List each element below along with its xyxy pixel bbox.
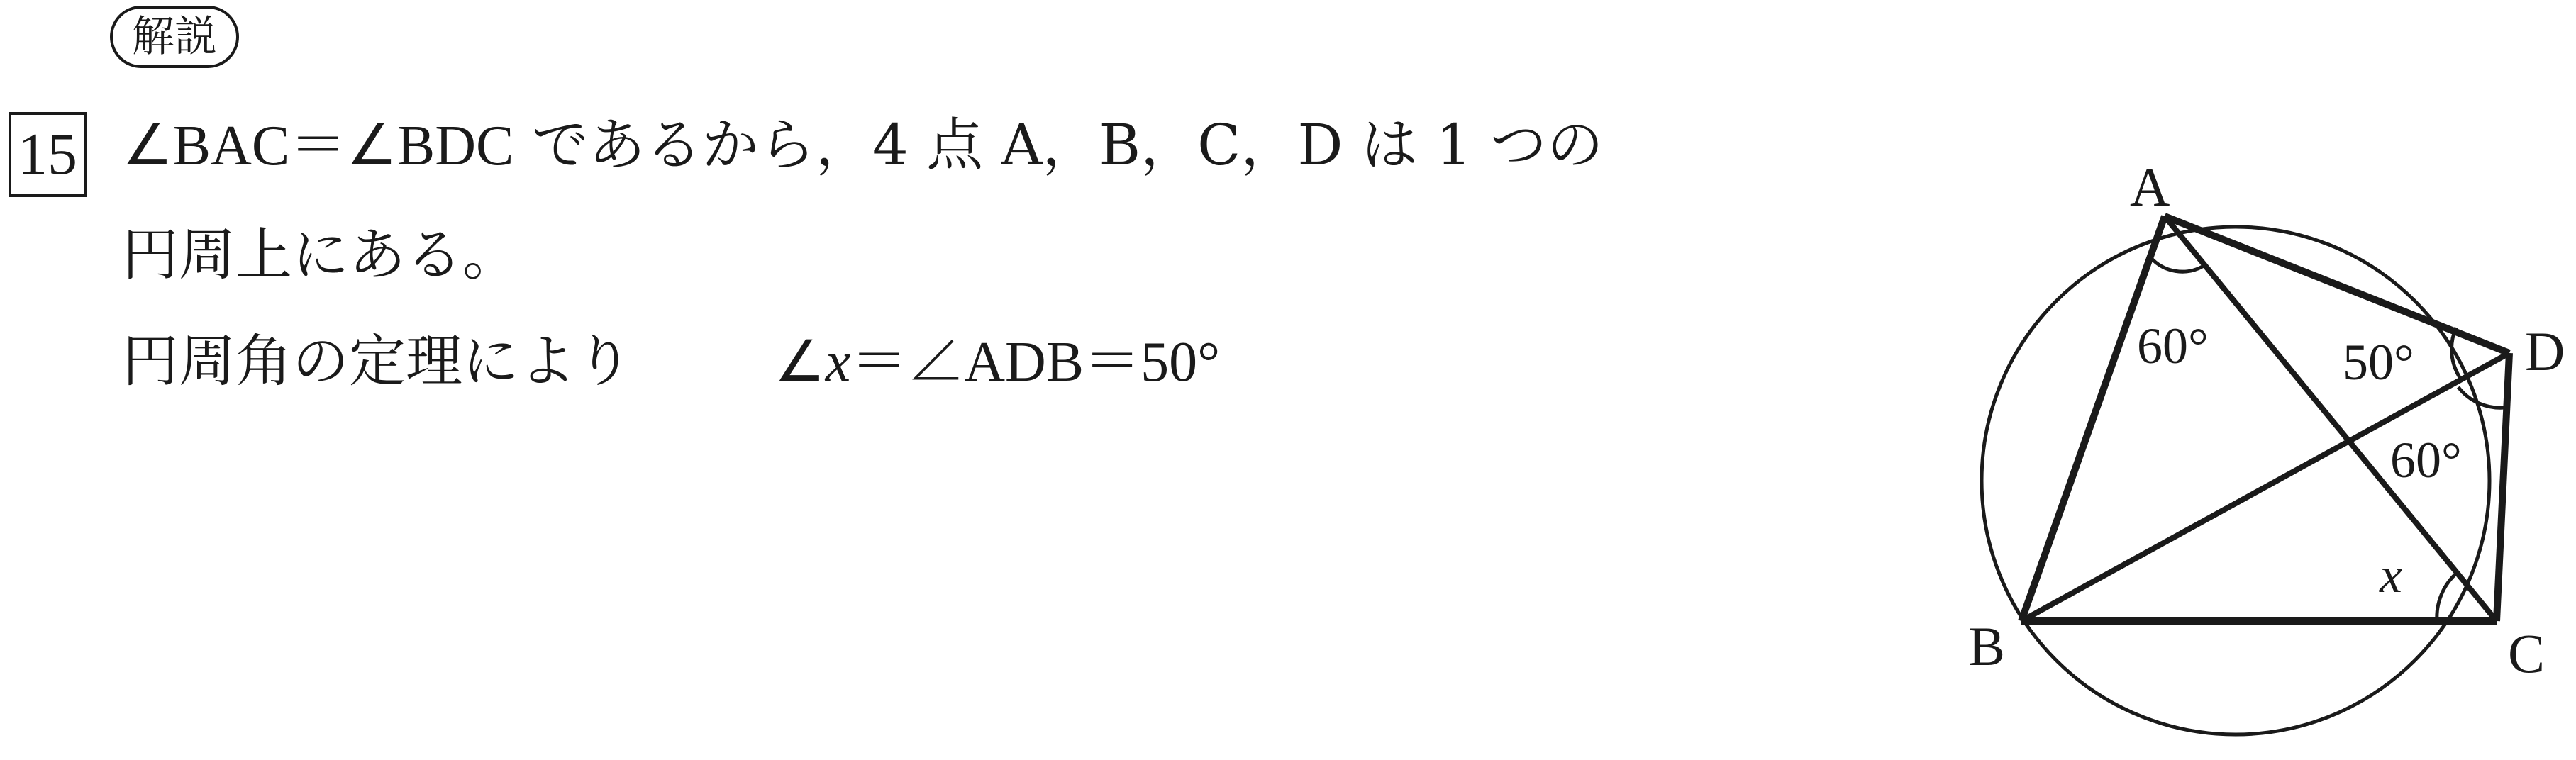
segment-AB: [2021, 216, 2165, 621]
line-3-text: 円周角の定理により: [122, 328, 633, 394]
label-B: B: [1968, 615, 2006, 677]
angle-arc-D-lower: [2458, 387, 2504, 408]
explanation-line-1: [122, 112, 1604, 178]
variable-x: x: [825, 331, 851, 393]
line-1-text: であるから，4 点 A，B，C，D は 1 つの: [513, 112, 1604, 178]
angle-label-D-upper: 50°: [2343, 334, 2414, 391]
segment-DC: [2497, 353, 2509, 621]
explanation-line-2: [122, 222, 519, 288]
final-equation: ＝∠ADB＝50°: [850, 331, 1221, 393]
angle-label-D-lower: 60°: [2390, 432, 2462, 488]
label-D: D: [2525, 320, 2565, 382]
problem-number-label: 15: [18, 121, 77, 187]
explanation-badge: [110, 6, 239, 68]
segment-AD: [2165, 216, 2509, 353]
angle-arc-C: [2437, 573, 2457, 621]
angle-label-C: x: [2380, 547, 2402, 603]
badge-label: 解説: [132, 12, 217, 62]
problem-number: [9, 112, 87, 197]
diagonal-AC: [2165, 216, 2497, 621]
angle-equation-1: ∠BAC＝∠BDC: [122, 115, 514, 177]
explanation-line-3: [122, 328, 1221, 394]
label-C: C: [2508, 622, 2546, 684]
label-A: A: [2130, 156, 2170, 218]
angle-label-A: 60°: [2137, 318, 2209, 374]
angle-symbol: ∠: [775, 331, 826, 393]
line-2-text: 円周上にある。: [122, 222, 519, 288]
geometry-figure: [1958, 142, 2567, 760]
angle-arc-A: [2150, 257, 2204, 272]
